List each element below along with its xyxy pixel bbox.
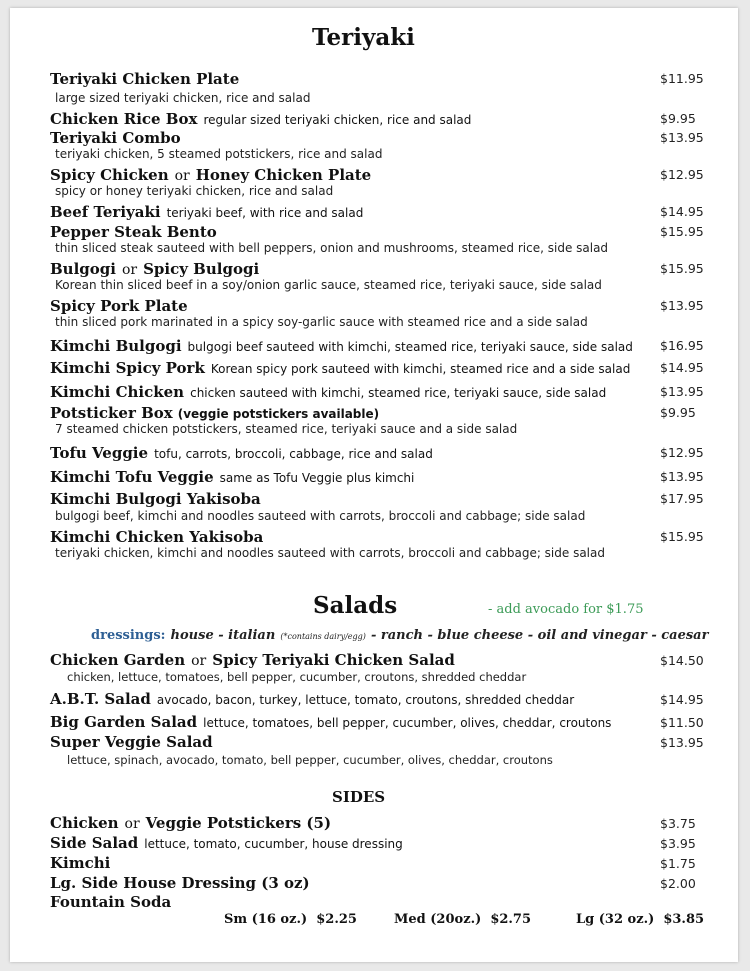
soda-size-medium: Med (20oz.) $2.75 (394, 912, 532, 927)
menu-page (10, 8, 738, 962)
menu-item-price: $13.95 (660, 130, 704, 145)
salads-title: Salads (313, 592, 398, 619)
soda-size-small: Sm (16 oz.) $2.25 (224, 912, 357, 927)
menu-item-name: Side Salad lettuce, tomato, cucumber, house dressing (50, 834, 403, 852)
menu-item-inline-desc: lettuce, tomato, cucumber, house dressing (144, 837, 403, 851)
menu-item-name: Kimchi Tofu Veggie same as Tofu Veggie plus kimchi (50, 468, 415, 486)
dressings-list-b: - ranch - blue cheese - oil and vinegar - caesar (370, 628, 709, 643)
menu-item-inline-desc: same as Tofu Veggie plus kimchi (219, 471, 415, 485)
menu-item-name: Big Garden Salad lettuce, tomatoes, bell pepper, cucumber, olives, cheddar, croutons (50, 713, 612, 731)
menu-item-name: Kimchi Spicy Pork Korean spicy pork sauteed with kimchi, steamed rice and a side salad (50, 359, 631, 377)
menu-item-name: Tofu Veggie tofu, carrots, broccoli, cabbage, rice and salad (50, 444, 433, 462)
menu-item-price: $14.95 (660, 204, 704, 219)
sides-title: SIDES (332, 788, 386, 806)
menu-item-inline-desc: bulgogi beef sauteed with kimchi, steamed rice, teriyaki sauce, side salad (187, 340, 633, 354)
menu-item-price: $13.95 (660, 384, 704, 399)
menu-item-name: Pepper Steak Bento (50, 223, 217, 241)
menu-item-desc: large sized teriyaki chicken, rice and salad (55, 91, 311, 105)
menu-item-price: $12.95 (660, 167, 704, 182)
menu-item-price: $13.95 (660, 298, 704, 313)
menu-item-price: $14.95 (660, 360, 704, 375)
menu-item-name: Lg. Side House Dressing (3 oz) (50, 874, 310, 892)
menu-item-price: $15.95 (660, 261, 704, 276)
menu-item-price: $9.95 (660, 111, 696, 126)
menu-item-price: $9.95 (660, 405, 696, 420)
menu-item-desc: thin sliced steak sauteed with bell peppers, onion and mushrooms, steamed rice, side salad (55, 241, 609, 255)
menu-item-price: $3.75 (660, 816, 696, 831)
dressings-label: dressings: (91, 628, 166, 643)
menu-item-inline-desc: chicken sauteed with kimchi, steamed rice, teriyaki sauce, side salad (190, 386, 607, 400)
soda-size-large: Lg (32 oz.) $3.85 (576, 912, 705, 927)
menu-item-name: Chicken or Veggie Potstickers (5) (50, 814, 332, 832)
menu-item-inline-desc: avocado, bacon, turkey, lettuce, tomato, croutons, shredded cheddar (156, 693, 575, 707)
dressings-allergen-note: (*contains dairy/egg) (280, 632, 366, 641)
menu-item-price: $15.95 (660, 224, 704, 239)
menu-item-name: Teriyaki Combo (50, 129, 181, 147)
menu-item-name: Kimchi Chicken Yakisoba (50, 528, 264, 546)
menu-item-price: $13.95 (660, 735, 704, 750)
menu-item-price: $13.95 (660, 469, 704, 484)
menu-item-price: $12.95 (660, 445, 704, 460)
menu-item-name: Potsticker Box (veggie potstickers available) (50, 404, 380, 422)
menu-item-desc: Korean thin sliced beef in a soy/onion garlic sauce, steamed rice, teriyaki sauce, side salad (55, 278, 602, 292)
menu-item-inline-desc: regular sized teriyaki chicken, rice and salad (203, 113, 472, 127)
menu-item-price: $1.75 (660, 856, 696, 871)
menu-item-price: $2.00 (660, 876, 696, 891)
menu-item-desc: 7 steamed chicken potstickers, steamed rice, teriyaki sauce and a side salad (55, 422, 518, 436)
dressings-line (91, 624, 708, 643)
menu-item-name: Kimchi Bulgogi bulgogi beef sauteed with kimchi, steamed rice, teriyaki sauce, side salad (50, 337, 633, 355)
menu-item-desc: lettuce, spinach, avocado, tomato, bell pepper, cucumber, olives, cheddar, croutons (67, 753, 553, 767)
menu-item-price: $3.95 (660, 836, 696, 851)
menu-item-price: $15.95 (660, 529, 704, 544)
menu-item-desc: thin sliced pork marinated in a spicy soy-garlic sauce with steamed rice and a side salad (55, 315, 588, 329)
menu-item-price: $11.95 (660, 71, 704, 86)
menu-item-name: Teriyaki Chicken Plate (50, 70, 240, 88)
menu-item-inline-desc: teriyaki beef, with rice and salad (166, 206, 364, 220)
menu-item-name: Super Veggie Salad (50, 733, 213, 751)
menu-item-price: $16.95 (660, 338, 704, 353)
menu-item-name: Kimchi Chicken chicken sauteed with kimchi, steamed rice, teriyaki sauce, side salad (50, 383, 607, 401)
menu-item-name: Chicken Rice Box regular sized teriyaki chicken, rice and salad (50, 110, 472, 128)
menu-item-desc: bulgogi beef, kimchi and noodles sauteed with carrots, broccoli and cabbage; side salad (55, 509, 586, 523)
menu-item-desc: chicken, lettuce, tomatoes, bell pepper, cucumber, croutons, shredded cheddar (67, 670, 527, 684)
menu-item-name: Fountain Soda (50, 893, 172, 911)
avocado-note: - add avocado for $1.75 (488, 602, 644, 617)
menu-item-name: Bulgogi or Spicy Bulgogi (50, 260, 260, 278)
menu-item-name: Chicken Garden or Spicy Teriyaki Chicken Salad (50, 651, 455, 669)
teriyaki-title: Teriyaki (312, 24, 415, 51)
menu-item-price: $14.50 (660, 653, 704, 668)
menu-item-name: Beef Teriyaki teriyaki beef, with rice and salad (50, 203, 364, 221)
menu-item-inline-desc: Korean spicy pork sauteed with kimchi, steamed rice and a side salad (210, 362, 631, 376)
menu-item-inline-desc: lettuce, tomatoes, bell pepper, cucumber, olives, cheddar, croutons (203, 716, 612, 730)
menu-item-name: Kimchi Bulgogi Yakisoba (50, 490, 261, 508)
menu-item-name: Spicy Chicken or Honey Chicken Plate (50, 166, 372, 184)
menu-item-name: A.B.T. Salad avocado, bacon, turkey, lettuce, tomato, croutons, shredded cheddar (50, 690, 575, 708)
menu-item-desc: teriyaki chicken, kimchi and noodles sauteed with carrots, broccoli and cabbage; side salad (55, 546, 605, 560)
menu-item-price: $17.95 (660, 491, 704, 506)
menu-item-note: (veggie potstickers available) (177, 407, 380, 421)
menu-item-desc: teriyaki chicken, 5 steamed potstickers, rice and salad (55, 147, 383, 161)
menu-item-price: $11.50 (660, 715, 704, 730)
dressings-list-a: house - italian (170, 628, 276, 643)
menu-item-price: $14.95 (660, 692, 704, 707)
menu-item-name: Spicy Pork Plate (50, 297, 188, 315)
menu-item-desc: spicy or honey teriyaki chicken, rice and salad (55, 184, 334, 198)
menu-item-inline-desc: tofu, carrots, broccoli, cabbage, rice and salad (154, 447, 433, 461)
menu-item-name: Kimchi (50, 854, 111, 872)
